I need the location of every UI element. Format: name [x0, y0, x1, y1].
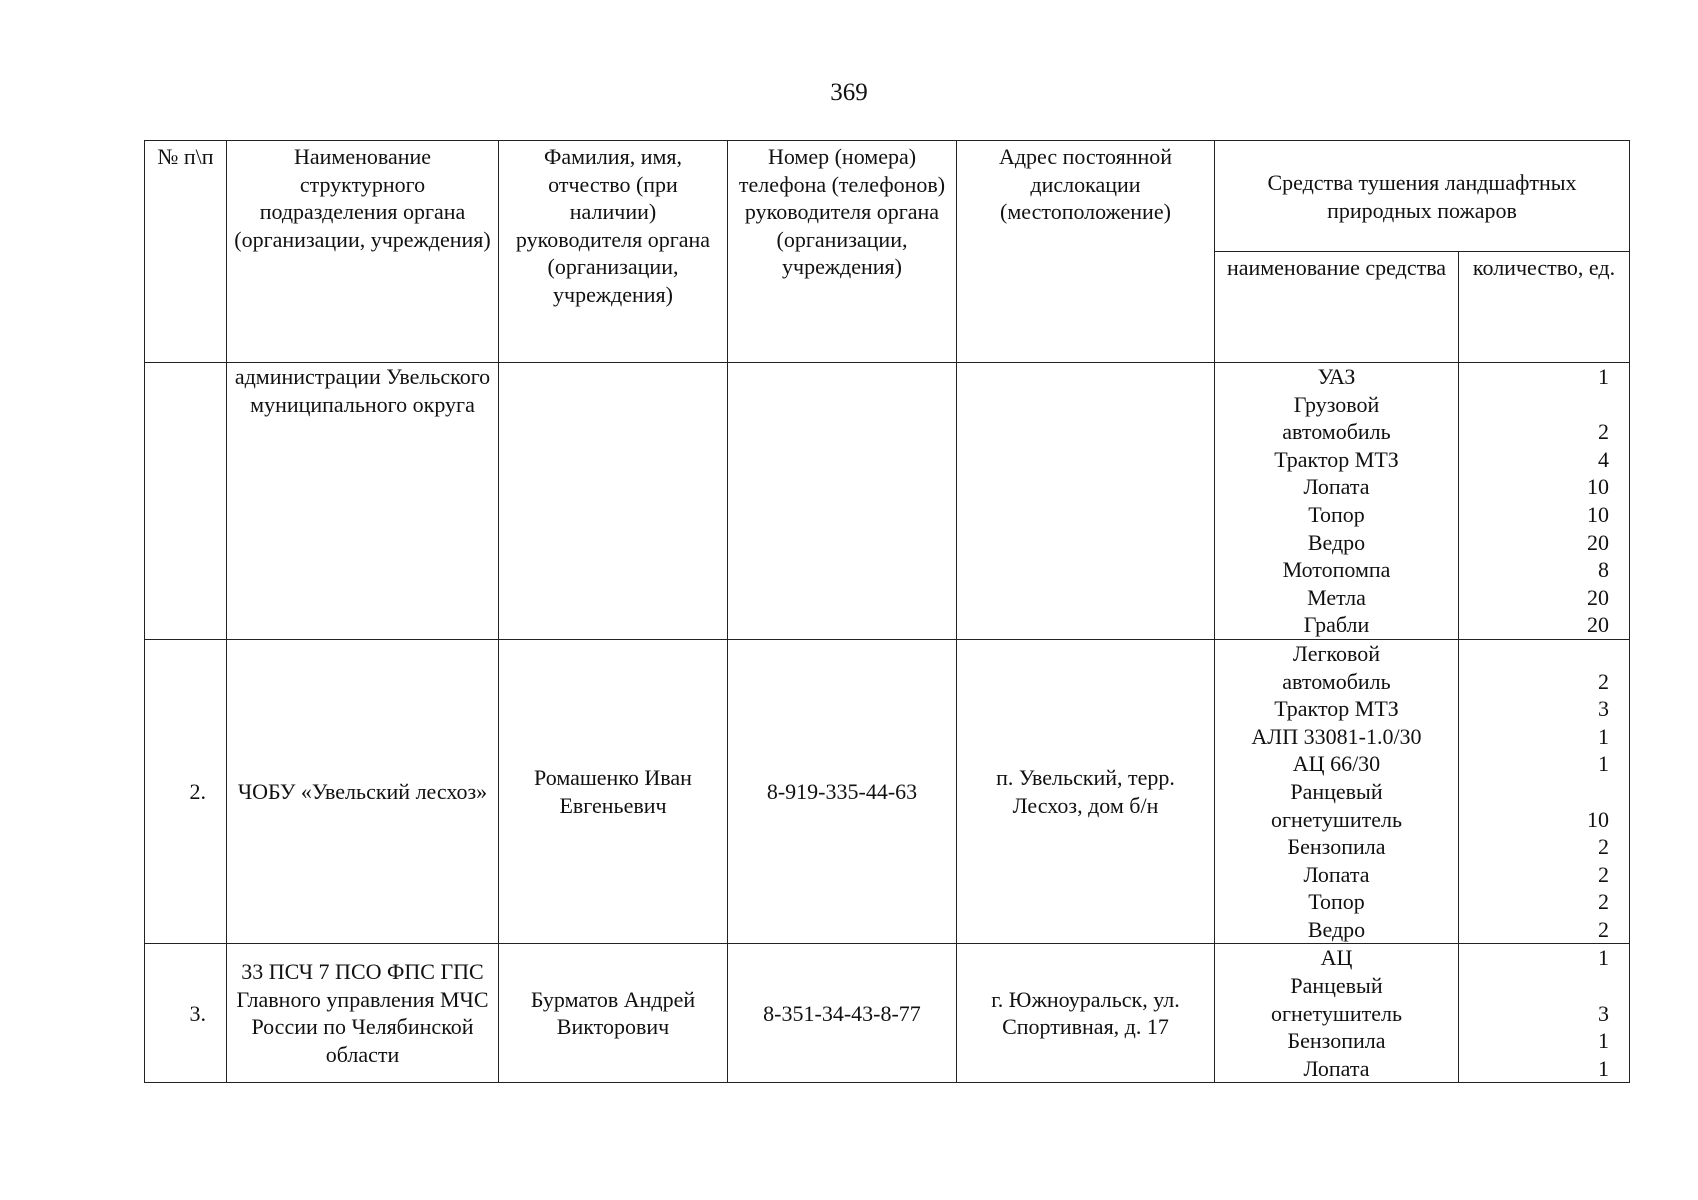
- item-name: АЛП 33081-1.0/30: [1251, 723, 1422, 749]
- row-head: Ромашенко Иван Евгеньевич: [499, 639, 728, 944]
- header-means: [1215, 141, 1630, 252]
- row-phone: [728, 363, 957, 640]
- item-name: автомобиль: [1282, 419, 1391, 445]
- item-qty: 1: [1598, 945, 1610, 971]
- row-unit: 33 ПСЧ 7 ПСО ФПС ГПС Главного управления МЧС России по Челябинской области: [227, 944, 499, 1083]
- item-name: Трактор МТЗ: [1274, 446, 1399, 472]
- item-qty: 2: [1598, 834, 1610, 860]
- item-name: Трактор МТЗ: [1274, 696, 1399, 722]
- item-name: Ранцевый: [1290, 778, 1383, 804]
- row-items-qty: [1459, 639, 1630, 944]
- item-qty: [1465, 972, 1609, 1000]
- item-qty: 1: [1598, 723, 1610, 749]
- header-means-label: Средства тушения ландшафтных природных пожаров: [1267, 170, 1577, 223]
- item-name: автомобиль: [1282, 668, 1391, 694]
- header-address-label: Адрес постоянной дислокации (местоположение): [998, 144, 1173, 225]
- row-phone: 8-919-335-44-63: [728, 639, 957, 944]
- row-items-qty: [1459, 363, 1630, 640]
- row-phone: 8-351-34-43-8-77: [728, 944, 957, 1083]
- row-items-names: [1215, 363, 1459, 640]
- item-qty: 2: [1598, 419, 1610, 445]
- item-name: Ранцевый: [1290, 973, 1383, 999]
- item-qty: 20: [1587, 612, 1610, 638]
- row-address: [957, 363, 1215, 640]
- item-name: Топор: [1308, 501, 1365, 527]
- item-name: Ведро: [1307, 529, 1366, 555]
- item-qty: 2: [1598, 668, 1610, 694]
- header-head-label: Фамилия, имя, отчество (при наличии) руководителя органа (организации, учреждения): [515, 144, 711, 307]
- item-name: Лопата: [1303, 861, 1370, 887]
- item-qty: 2: [1598, 889, 1610, 915]
- item-qty: 20: [1587, 529, 1610, 555]
- item-name: Бензопила: [1287, 1028, 1386, 1054]
- item-qty: [1465, 778, 1609, 806]
- item-name: Лопата: [1303, 1055, 1370, 1081]
- item-qty: 3: [1598, 1000, 1610, 1026]
- item-name: Топор: [1308, 889, 1365, 915]
- item-name: АЦ: [1320, 945, 1353, 971]
- header-means-name: [1215, 252, 1459, 363]
- row-unit: ЧОБУ «Увельский лесхоз»: [227, 639, 499, 944]
- row-num: 3.: [145, 944, 227, 1083]
- row-num: [145, 363, 227, 640]
- header-unit: [227, 141, 499, 363]
- header-means-qty: [1459, 252, 1630, 363]
- item-name: Грузовой: [1293, 391, 1380, 417]
- item-qty: 2: [1598, 916, 1610, 942]
- item-name: огнетушитель: [1271, 1000, 1402, 1026]
- item-qty: 8: [1598, 557, 1610, 583]
- item-qty: 1: [1598, 1028, 1610, 1054]
- item-qty: 1: [1598, 364, 1610, 389]
- item-name: УАЗ: [1317, 364, 1356, 389]
- row-address: п. Увельский, терр. Лесхоз, дом б/н: [957, 639, 1215, 944]
- header-phone-label: Номер (номера) телефона (телефонов) руководителя органа (организации, учреждения): [738, 144, 946, 280]
- item-name: Ведро: [1307, 916, 1366, 942]
- item-name: Лопата: [1303, 474, 1370, 500]
- item-qty: 2: [1598, 861, 1610, 887]
- header-unit-label: Наименование структурного подразделения органа (организации, учреждения): [234, 144, 491, 252]
- item-qty: 10: [1587, 474, 1610, 500]
- item-qty: 10: [1587, 806, 1610, 832]
- header-phone: [728, 141, 957, 363]
- item-name: Метла: [1307, 584, 1366, 610]
- item-name: огнетушитель: [1271, 806, 1402, 832]
- header-num: [145, 141, 227, 363]
- table-row: [145, 639, 1630, 944]
- row-head: [499, 363, 728, 640]
- item-qty: [1465, 391, 1609, 419]
- item-qty: 10: [1587, 501, 1610, 527]
- page-number: 369: [830, 79, 868, 106]
- item-name: Легковой: [1292, 640, 1381, 666]
- table-row: [145, 363, 1630, 640]
- item-qty: 1: [1598, 751, 1610, 777]
- header-means-name-label: наименование средства: [1226, 255, 1447, 280]
- row-head: Бурматов Андрей Викторович: [499, 944, 728, 1083]
- row-items-qty: [1459, 944, 1630, 1083]
- header-means-qty-label: количество, ед.: [1472, 255, 1616, 280]
- row-unit: администрации Увельского муниципального округа: [227, 363, 499, 640]
- row-address: г. Южноуральск, ул. Спортивная, д. 17: [957, 944, 1215, 1083]
- row-items-names: [1215, 639, 1459, 944]
- item-qty: 20: [1587, 584, 1610, 610]
- fire-means-table: [144, 140, 1630, 1083]
- item-qty: 3: [1598, 696, 1610, 722]
- header-address: [957, 141, 1215, 363]
- table-row: [145, 944, 1630, 1083]
- row-items-names: [1215, 944, 1459, 1083]
- item-name: АЦ 66/30: [1292, 751, 1381, 777]
- item-qty: 4: [1598, 446, 1610, 472]
- row-num: 2.: [145, 639, 227, 944]
- header-num-label: № п\п: [157, 144, 214, 169]
- item-name: Мотопомпа: [1282, 557, 1391, 583]
- header-head: [499, 141, 728, 363]
- item-qty: [1465, 640, 1609, 668]
- item-qty: 1: [1598, 1055, 1610, 1081]
- item-name: Грабли: [1303, 612, 1370, 638]
- item-name: Бензопила: [1287, 834, 1386, 860]
